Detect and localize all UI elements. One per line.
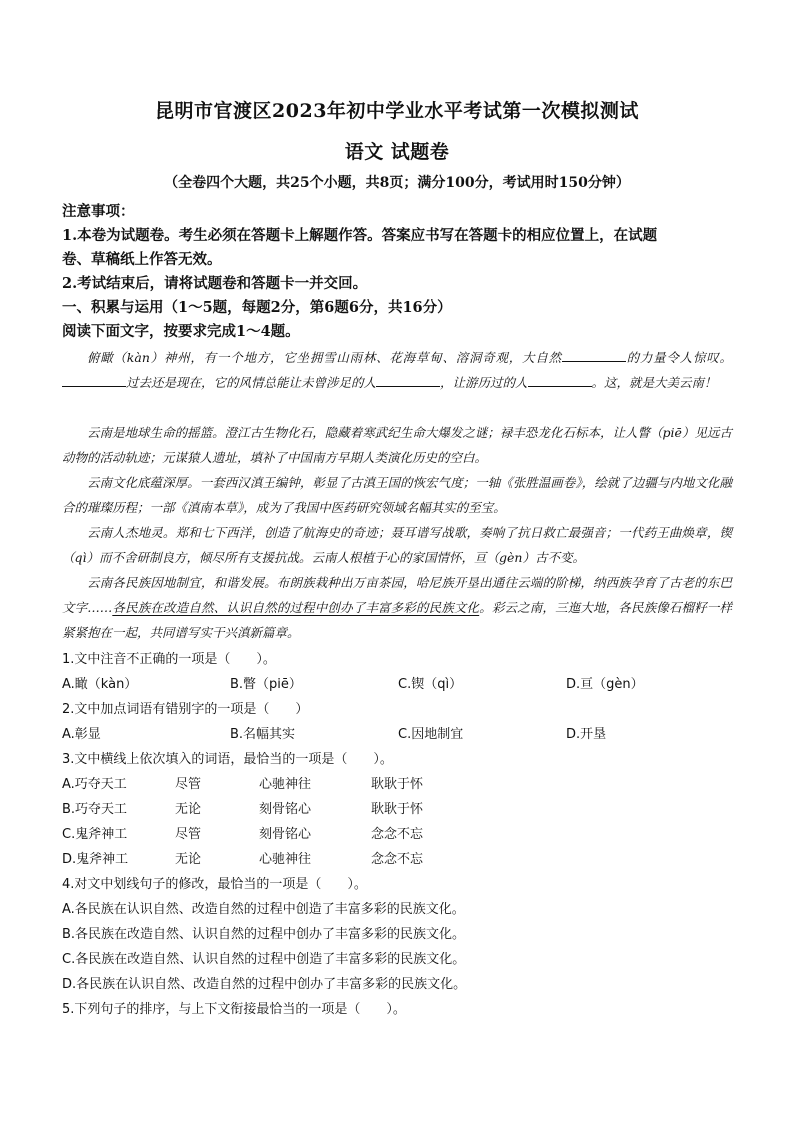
question-3-option-b-word-4: 耿耿于怀 <box>371 802 424 817</box>
question-3-option-a-word-4: 耿耿于怀 <box>371 777 424 792</box>
question-1-stem: 1.文中注音不正确的一项是（ ）。 <box>62 652 276 667</box>
question-4-option-c: C.各民族在改造自然、认识自然的过程中创造了丰富多彩的民族文化。 <box>62 952 466 967</box>
question-1-option-d: D.亘（gèn） <box>566 677 644 692</box>
question-3-option-a-word-1: A.巧夺天工 <box>62 777 127 792</box>
passage-p5-a: 云南各民族因地制宜，和谐发展。布朗族栽种出万亩茶园，哈尼族开垦出通往云端的阶梯，纳西族孕育了古老的东巴文字…… <box>62 575 732 615</box>
question-3-option-c-word-1: C.鬼斧神工 <box>62 827 128 842</box>
question-1-option-b: B.瞥（piē） <box>230 677 302 692</box>
question-3-option-b-word-1: B.巧夺天工 <box>62 802 128 817</box>
question-3-option-d-word-1: D.鬼斧神工 <box>62 852 129 867</box>
question-2-option-a: A.彰显 <box>62 727 101 742</box>
question-3-option-d-word-4: 念念不忘 <box>371 852 424 867</box>
question-3-option-d-word-2: 无论 <box>175 852 202 867</box>
question-3-option-d-word-3: 心驰神往 <box>259 852 312 867</box>
question-1-option-a: A.瞰（kàn） <box>62 677 138 692</box>
fill-blank-4 <box>528 372 592 387</box>
question-4-option-a: A.各民族在认识自然、改造自然的过程中创造了丰富多彩的民族文化。 <box>62 902 465 917</box>
question-3-option-c-word-2: 尽管 <box>175 827 202 842</box>
passage-p1-b: 的力量令人惊叹。 <box>625 350 732 365</box>
fill-blank-2 <box>62 372 126 387</box>
question-3-option-b-word-2: 无论 <box>175 802 202 817</box>
notice-item-1-line-2: 卷、草稿纸上作答无效。 <box>62 251 222 268</box>
question-2-option-b: B.名幅其实 <box>230 727 296 742</box>
notice-heading: 注意事项： <box>62 203 135 220</box>
question-5-stem: 5.下列句子的排序，与上下文衔接最恰当的一项是（ ）。 <box>62 1002 406 1017</box>
question-1-option-c: C.锲（qì） <box>398 677 463 692</box>
question-2-option-d: D.开垦 <box>566 727 607 742</box>
passage-paragraph-1 <box>62 345 732 395</box>
fill-blank-3 <box>376 372 440 387</box>
passage-p1-d: ，让游历过的人 <box>440 375 528 390</box>
question-2-option-c: C.因地制宜 <box>398 727 464 742</box>
passage-paragraph-5 <box>62 570 732 645</box>
question-3-stem: 3.文中横线上依次填入的词语，最恰当的一项是（ ）。 <box>62 752 393 767</box>
exam-title: 昆明市官渡区2023年初中学业水平考试第一次模拟测试 <box>155 100 639 122</box>
exam-info: （全卷四个大题，共25个小题，共8页；满分100分，考试用时150分钟） <box>164 175 630 191</box>
question-3-option-c-word-3: 刻骨铭心 <box>259 827 312 842</box>
fill-blank-1 <box>562 347 626 362</box>
notice-item-2: 2.考试结束后，请将试题卷和答题卡一并交回。 <box>62 275 368 292</box>
question-3-option-a-word-2: 尽管 <box>175 777 202 792</box>
question-2-stem: 2.文中加点词语有错别字的一项是（ ） <box>62 702 309 717</box>
passage-p1-c: 过去还是现在，它的风情总能让未曾涉足的人 <box>126 375 377 390</box>
passage-paragraph-4: 云南人杰地灵。郑和七下西洋，创造了航海史的奇迹；聂耳谱写战歌，奏响了抗日救亡最强音；一代药王曲焕章，锲（qì）而不舍研制良方，倾尽所有支援抗战。云南人根植于心的家国情怀，亘（gèn）古不变。 <box>62 525 732 565</box>
question-4-option-d: D.各民族在认识自然、改造自然的过程中创办了丰富多彩的民族文化。 <box>62 977 467 992</box>
question-4-stem: 4.对文中划线句子的修改，最恰当的一项是（ ）。 <box>62 877 367 892</box>
question-3-option-c-word-4: 念念不忘 <box>371 827 424 842</box>
exam-subtitle: 语文 试题卷 <box>344 141 450 163</box>
passage-p1-a: 俯瞰（kàn）神州，有一个地方，它坐拥雪山雨林、花海草甸、溶洞奇观，大自然 <box>87 350 562 365</box>
underlined-sentence: 各民族在改造自然、认识自然的过程中创办了丰富多彩的民族文化 <box>112 600 480 615</box>
question-4-option-b: B.各民族在改造自然、认识自然的过程中创办了丰富多彩的民族文化。 <box>62 927 466 942</box>
section-1-heading: 一、积累与运用（1～5题，每题2分，第6题6分，共16分） <box>62 299 452 316</box>
notice-item-1-line-1: 1.本卷为试题卷。考生必须在答题卡上解题作答。答案应书写在答题卡的相应位置上，在试题 <box>62 227 658 244</box>
passage-paragraph-3: 云南文化底蕴深厚。一套西汉滇王编钟，彰显了古滇王国的恢宏气度；一轴《张胜温画卷》，绘就了边疆与内地文化融合的璀璨历程；一部《滇南本草》，成为了我国中医药研究领域名幅其实的至宝。 <box>62 475 732 515</box>
section-1-instruction: 阅读下面文字，按要求完成1～4题。 <box>62 323 300 340</box>
passage-p5-b: 。彩云之南，三迤大地，各民族像石榴籽一样紧紧抱在一起，共同谱写实干兴滇新篇章。 <box>62 600 732 640</box>
question-3-option-b-word-3: 刻骨铭心 <box>259 802 312 817</box>
passage-paragraph-2: 云南是地球生命的摇篮。澄江古生物化石，隐藏着寒武纪生命大爆发之谜；禄丰恐龙化石标本，让人瞥（piē）见远古动物的活动轨迹；元谋猿人遗址，填补了中国南方早期人类演化历史的空白。 <box>62 425 732 465</box>
passage-p1-e: 。这，就是大美云南！ <box>591 375 717 390</box>
question-3-option-a-word-3: 心驰神往 <box>259 777 312 792</box>
